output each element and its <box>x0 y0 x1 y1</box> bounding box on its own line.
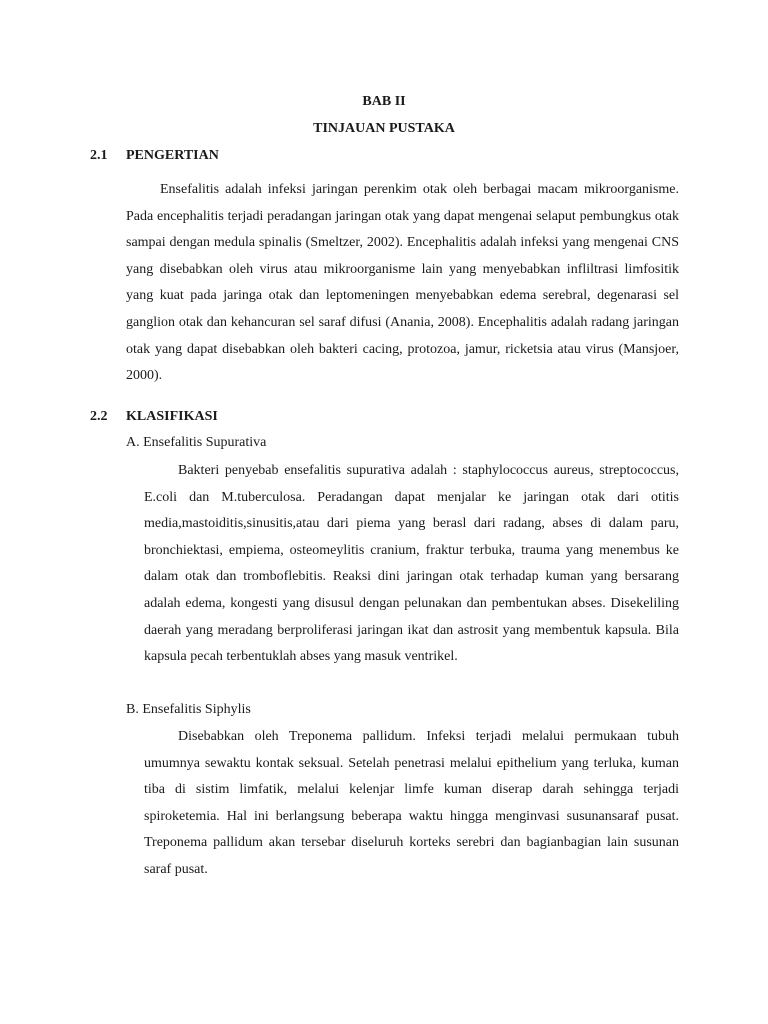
subsection-paragraph: Disebabkan oleh Treponema pallidum. Infeksi terjadi melalui permukaan tubuh umumnya sewaktu kontak seksual. Setelah penetrasi melalui epithelium yang terluka, kuman tiba di sistim limfatik, melalui kelenjar limfe kuman diserap darah sehingga terjadi spiroketemia. Hal ini berlangsung beberapa waktu hingga menginvasi susunansaraf pusat. Treponema pallidum akan tersebar diseluruh korteks serebri dan bagianbagian lain susunan saraf pusat. <box>144 729 679 877</box>
section-title: PENGERTIAN <box>126 148 219 163</box>
chapter-label: BAB II <box>362 94 406 109</box>
subsection-title: B. Ensefalitis Siphylis <box>126 702 251 717</box>
section-number: 2.1 <box>90 148 108 163</box>
section-title: KLASIFIKASI <box>126 409 218 424</box>
section-paragraph: Ensefalitis adalah infeksi jaringan perenkim otak oleh berbagai macam mikroorganisme. Pada encephalitis terjadi peradangan jaringan otak yang dapat mengenai selaput pembungkus otak sampai dengan medula spinalis (Smeltzer, 2002). Encephalitis adalah infeksi yang mengenai CNS yang disebabkan oleh virus atau mikroorganisme lain yang menyebabkan infliltrasi limfositik yang kuat pada jaringa otak dan leptomeningen menyebabkan edema serebral, degenarasi sel ganglion otak dan kehancuran sel saraf difusi (Anania, 2008). Encephalitis adalah radang jaringan otak yang dapat disebabkan oleh bakteri cacing, protozoa, jamur, ricketsia atau virus (Mansjoer, 2000). <box>126 182 679 384</box>
subsection-title: A. Ensefalitis Supurativa <box>126 435 267 450</box>
subsection-paragraph: Bakteri penyebab ensefalitis supurativa adalah : staphylococcus aureus, streptococcus, E.coli dan M.tuberculosa. Peradangan dapat menjalar ke jaringan otak dari otitis media,mastoiditis,sinusitis,atau dari piema yang berasl dari radang, abses di dalam paru, bronchiektasi, empiema, osteomeylitis cranium, fraktur terbuka, trauma yang menembus ke dalam otak dan tromboflebitis. Reaksi dini jaringan otak terhadap kuman yang bersarang adalah edema, kongesti yang disusul dengan pelunakan dan pembentukan abses. Disekeliling daerah yang meradang berproliferasi jaringan ikat dan astrosit yang membentuk kapsula. Bila kapsula pecah terbentuklah abses yang masuk ventrikel. <box>144 463 679 665</box>
section-number: 2.2 <box>90 409 108 424</box>
chapter-title: TINJAUAN PUSTAKA <box>313 121 455 136</box>
